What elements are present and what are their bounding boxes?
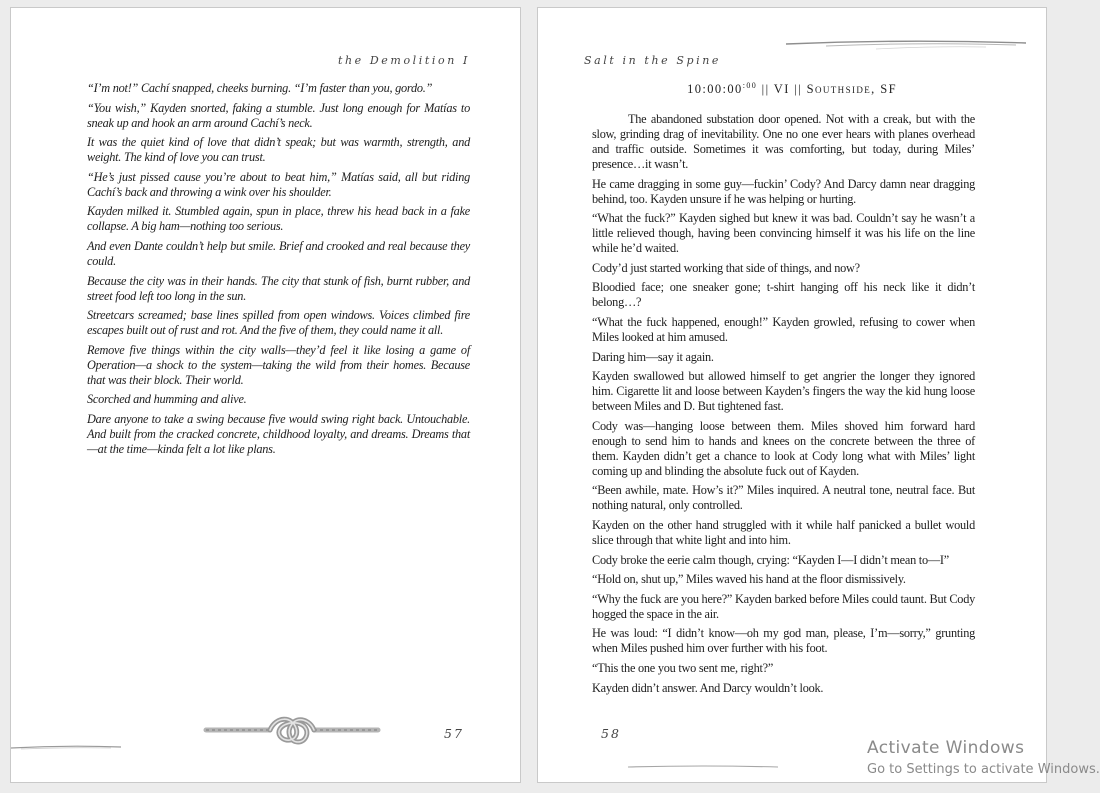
chapter-time: 10:00:00: [687, 82, 743, 97]
paragraph: Cody was—hanging loose between them. Miles shoved him forward hard enough to send him to hands and knees on the concrete between the three of them. Kayden didn’t get a chance to look at Cody long what with Miles’ light coming up and blinding the absolute fuck out of Kayden.: [592, 418, 975, 478]
paragraph: And even Dante couldn’t help but smile. Brief and crooked and real because they could.: [87, 238, 470, 268]
paragraph: “This the one you two sent me, right?”: [592, 660, 774, 675]
left-page: [10, 7, 521, 783]
rope-knot-ornament-icon: [206, 712, 378, 748]
paragraph: Dare anyone to take a swing because five would swing right back. Untouchable. And built from the cracked concrete, childhood loyalty, and dreams. Dreams that—at the time—kinda felt a lot like plans.: [87, 411, 470, 456]
paragraph: The abandoned substation door opened. Not with a creak, but with the slow, grinding drag of inevitability. One no one ever hears with planes overhead and traffic outside. Sometimes it was comforting, but today, during Miles’ presence…it wasn’t.: [592, 112, 975, 171]
paragraph: Kayden didn’t answer. And Darcy wouldn’t look.: [592, 680, 824, 695]
decorative-swoosh-icon: [786, 38, 1026, 52]
running-head-right: Salt in the Spine: [584, 54, 722, 67]
paragraph: “I’m not!” Cachí snapped, cheeks burning. “I’m faster than you, gordo.”: [87, 81, 433, 95]
paragraph: He was loud: “I didn’t know—oh my god man, please, I’m—sorry,” grunting when Miles pushed him over further with his foot.: [592, 626, 975, 656]
paragraph: Because the city was in their hands. The city that stunk of fish, burnt rubber, and street food left too long in the sun.: [87, 273, 470, 303]
paragraph: “Why the fuck are you here?” Kayden barked before Miles could taunt. But Cody hogged the space in the air.: [592, 591, 975, 621]
paragraph: Kayden swallowed but allowed himself to get angrier the longer they ignored him. Cigarette lit and loose between Kayden’s fingers the way the kid hung loose between Miles and D. But tightened fast.: [592, 369, 975, 414]
right-page-body: [592, 112, 975, 700]
page-number-right: 58: [601, 726, 621, 741]
paragraph: It was the quiet kind of love that didn’t speak; but was warmth, strength, and weight. The kind of love you can trust.: [87, 135, 470, 165]
activate-windows-watermark: [867, 738, 1100, 777]
right-page: [537, 7, 1047, 783]
paragraph: He came dragging in some guy—fuckin’ Cody? And Darcy damn near dragging behind, too. Kayden unsure if he was helping or hurting.: [592, 176, 975, 206]
paragraph: Remove five things within the city walls—they’d feel it like losing a game of Operation—a shock to the system—taking the wild from their homes. Because that was their block. Their world.: [87, 342, 470, 387]
paragraph: Kayden milked it. Stumbled again, spun in place, threw his head back in a fake collapse. A big ham—nothing too serious.: [87, 204, 470, 234]
paragraph: “Been awhile, mate. How’s it?” Miles inquired. A neutral tone, neutral face. But nothing natural, only controlled.: [592, 483, 975, 513]
chapter-time-seconds: :00: [742, 81, 758, 90]
decorative-swoosh-icon: [628, 763, 778, 771]
paragraph: “You wish,” Kayden snorted, faking a stumble. Just long enough for Matías to sneak up and hook an arm around Cachí’s neck.: [87, 100, 470, 130]
paragraph: Bloodied face; one sneaker gone; t-shirt hanging off his neck like it didn’t belong…?: [592, 280, 975, 310]
paragraph: Daring him—say it again.: [592, 349, 714, 364]
paragraph: “What the fuck?” Kayden sighed but knew it was bad. Couldn’t say he wasn’t a little relieved though, having been convincing himself it was his life on the line while he’d waited.: [592, 211, 975, 256]
paragraph: Cody’d just started working that side of things, and now?: [592, 260, 860, 275]
chapter-heading: [538, 81, 1046, 97]
paragraph: Streetcars screamed; base lines spilled from open windows. Voices climbed fire escapes built out of rust and rot. And the five of them, they could name it all.: [87, 308, 470, 338]
paragraph: “He’s just pissed cause you’re about to beat him,” Matías said, all but riding Cachí’s back and throwing a wink over his shoulder.: [87, 169, 470, 199]
chapter-location: || VI || Southside, SF: [757, 82, 897, 97]
running-head-left: the Demolition I: [337, 54, 470, 67]
watermark-title: Activate Windows: [867, 738, 1025, 758]
paragraph: Scorched and humming and alive.: [87, 392, 247, 407]
paragraph: Kayden on the other hand struggled with it while half panicked a bullet would slice through that white light and into him.: [592, 517, 975, 547]
paragraph: “Hold on, shut up,” Miles waved his hand at the floor dismissively.: [592, 572, 906, 587]
paragraph: “What the fuck happened, enough!” Kayden growled, refusing to cower when Miles looked at him amused.: [592, 314, 975, 344]
paragraph: Cody broke the eerie calm though, crying: “Kayden I—I didn’t mean to—I”: [592, 552, 949, 567]
left-page-body: [87, 81, 470, 462]
decorative-swoosh-icon: [11, 743, 121, 751]
watermark-subtitle: Go to Settings to activate Windows.: [867, 762, 1100, 777]
page-number-left: 57: [444, 726, 464, 741]
